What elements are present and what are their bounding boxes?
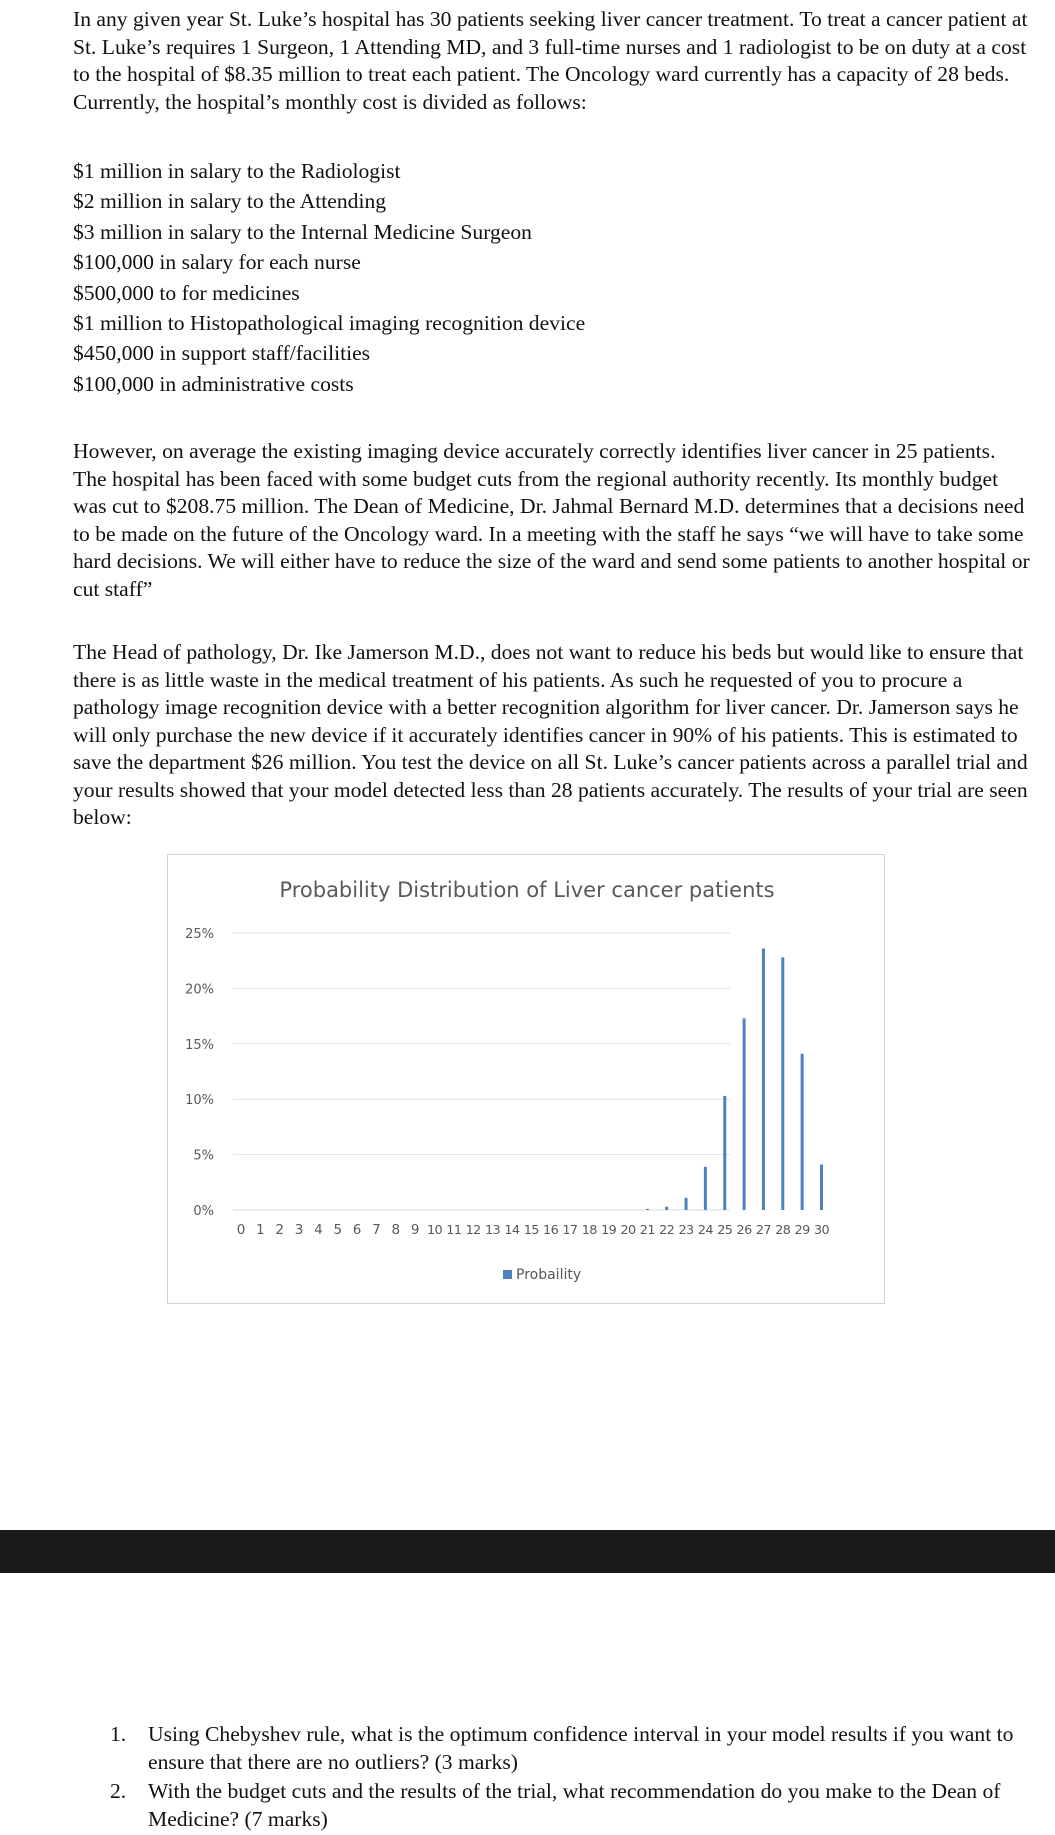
bar	[743, 1018, 746, 1210]
x-tick-label: 8	[391, 1222, 401, 1238]
x-tick-label: 17	[562, 1223, 578, 1238]
x-tick-label: 14	[504, 1223, 520, 1238]
x-tick-label: 21	[639, 1223, 655, 1238]
x-tick-label: 1	[256, 1222, 265, 1238]
x-tick-label: 6	[352, 1222, 362, 1238]
cost-item: $2 million in salary to the Attending	[73, 189, 387, 214]
bar	[781, 957, 784, 1210]
x-tick-label: 30	[813, 1223, 830, 1238]
x-tick-label: 27	[755, 1223, 771, 1238]
question-item	[110, 1721, 1040, 1776]
x-tick-label: 10	[426, 1223, 443, 1238]
chart-container	[167, 854, 885, 1304]
bar	[685, 1198, 688, 1210]
x-tick-label: 3	[294, 1222, 304, 1238]
cost-item: $3 million in salary to the Internal Medicine Surgeon	[73, 219, 532, 244]
cost-item: $100,000 in administrative costs	[73, 371, 354, 396]
x-tick-label: 15	[523, 1223, 539, 1238]
x-tick-label: 16	[543, 1223, 559, 1238]
x-tick-label: 18	[581, 1223, 597, 1238]
x-tick-label: 2	[275, 1222, 284, 1238]
bar	[723, 1096, 726, 1210]
cost-item: $1 million in salary to the Radiologist	[73, 159, 401, 183]
x-tick-label: 20	[620, 1223, 636, 1238]
x-tick-label: 13	[485, 1223, 501, 1238]
cost-item: $1 million to Histopathological imaging recognition device	[73, 311, 586, 336]
pathology-paragraph: The Head of pathology, Dr. Ike Jamerson M.D., does not want to reduce his beds but would like to ensure that there is as little waste in the medical treatment of his patients. As such he requested of you to procure a pathology image recognition device with a better recognition algorithm for liver cancer. Dr. Jamerson says he will only purchase the new device if it accurately identifies cancer in 90% of his patients. This is estimated to save the department $26 million. You test the device on all St. Luke’s cancer patients across a parallel trial and your results showed that your model detected less than 28 patients accurately. The results of your trial are seen below:	[73, 640, 1028, 830]
x-tick-label: 9	[410, 1222, 420, 1238]
question-number: 2.	[110, 1779, 127, 1803]
bar	[820, 1165, 823, 1210]
question-list	[110, 1721, 1040, 1835]
y-tick-label: 20%	[185, 982, 214, 998]
x-tick-label: 12	[465, 1223, 481, 1238]
cost-item: $500,000 to for medicines	[73, 280, 300, 305]
y-tick-label: 25%	[185, 927, 214, 942]
bar	[801, 1054, 804, 1210]
cost-item: $450,000 in support staff/facilities	[73, 341, 371, 366]
x-tick-label: 22	[659, 1223, 675, 1238]
cost-list	[73, 156, 1033, 399]
question-number: 1.	[110, 1722, 127, 1746]
x-tick-label: 26	[736, 1223, 752, 1238]
x-tick-label: 23	[678, 1223, 694, 1238]
x-tick-label: 28	[775, 1223, 791, 1238]
x-tick-label: 19	[601, 1223, 617, 1238]
legend-label: Probaility	[516, 1267, 582, 1283]
question-item	[110, 1778, 1040, 1833]
x-tick-label: 0	[236, 1222, 246, 1238]
legend-swatch	[503, 1270, 512, 1279]
x-tick-label: 11	[446, 1223, 462, 1238]
x-tick-label: 24	[697, 1223, 713, 1238]
question-text: With the budget cuts and the results of the trial, what recommendation do you make to the Dean of Medicine? (7 marks)	[148, 1779, 1001, 1831]
bar	[646, 1209, 649, 1210]
y-tick-label: 0%	[193, 1204, 214, 1219]
x-tick-label: 25	[717, 1223, 733, 1238]
probability-chart	[168, 855, 886, 1305]
bar	[665, 1207, 668, 1210]
cost-item: $100,000 in salary for each nurse	[73, 250, 361, 275]
bar	[762, 949, 765, 1210]
x-tick-label: 7	[372, 1222, 381, 1238]
y-tick-label: 5%	[193, 1148, 214, 1164]
budget-paragraph: However, on average the existing imaging device accurately correctly identifies liver cancer in 25 patients. The hospital has been faced with some budget cuts from the regional authority recently. Its monthly budget was cut to $208.75 million. The Dean of Medicine, Dr. Jahmal Bernard M.D. determines that a decisions need to be made on the future of the Oncology ward. In a meeting with the staff he says “we will have to take some hard decisions. We will either have to reduce the size of the ward and send some patients to another hospital or cut staff”	[73, 439, 1030, 601]
question-text: Using Chebyshev rule, what is the optimum confidence interval in your model results if you want to ensure that there are no outliers? (3 marks)	[148, 1722, 1014, 1774]
intro-paragraph: In any given year St. Luke’s hospital has 30 patients seeking liver cancer treatment. To treat a cancer patient at St. Luke’s requires 1 Surgeon, 1 Attending MD, and 3 full-time nurses and 1 radiologist to be on duty at a cost to the hospital of $8.35 million to treat each patient. The Oncology ward currently has a capacity of 28 beds. Currently, the hospital’s monthly cost is divided as follows:	[73, 7, 1028, 114]
x-tick-label: 29	[794, 1223, 810, 1238]
x-tick-label: 5	[333, 1222, 343, 1238]
bar	[704, 1167, 707, 1210]
chart-title: Probability Distribution of Liver cancer patients	[279, 878, 775, 902]
document-body	[73, 6, 1033, 832]
black-divider-bar	[0, 1530, 1055, 1573]
y-tick-label: 15%	[185, 1037, 214, 1053]
y-tick-label: 10%	[185, 1093, 214, 1109]
x-tick-label: 4	[314, 1222, 323, 1238]
